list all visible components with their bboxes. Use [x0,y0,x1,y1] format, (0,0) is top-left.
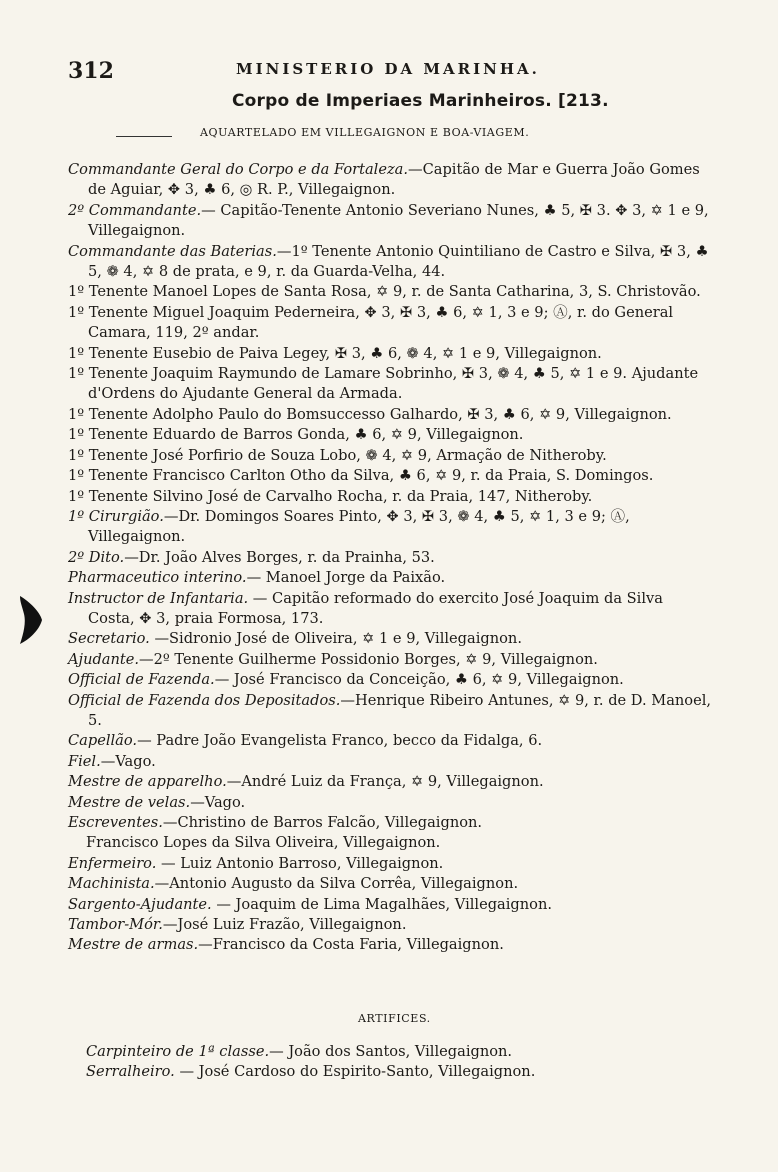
entry-role: Instructor de Infantaria. [68,589,249,607]
entry-text: — Manoel Jorge da Paixão. [246,569,446,587]
entry-item [86,1042,714,1062]
entry-item [68,895,713,915]
entry-item [68,629,713,649]
entry-text: —Capitão de Mar e Guerra João Gomes de Aguiar, ✥ 3, ♣ 6, ◎ R. P., Villegaignon. [88,161,700,199]
entry-role: Sargento-Ajudante. [68,895,212,913]
entry-role: Mestre de armas. [68,936,199,954]
entry-item [68,201,713,242]
entry-item [68,282,713,302]
entry-item [68,405,713,425]
entry-item [68,242,713,283]
entry-role: 2º Commandante. [68,201,202,219]
entry-role: Commandante Geral do Corpo e da Fortaleza. [68,161,408,178]
entry-item [68,772,713,792]
entry-text: —André Luiz da França, ✡ 9, Villegaignon. [226,773,544,791]
entry-item [68,854,713,874]
entry-role: Ajudante. [68,650,140,668]
entry-item [68,915,713,935]
entry-item [68,568,713,588]
entry-role: Mestre de velas. [68,793,191,811]
entry-item [68,793,713,813]
entry-text: —Francisco da Costa Faria, Villegaignon. [198,936,504,954]
entry-role: Pharmaceutico interino. [68,569,247,587]
subtitle: AQUARTELADO EM VILLEGAIGNON E BOA-VIAGEM. [200,126,530,139]
entry-text: 1º Tenente Joaquim Raymundo de Lamare Sobrinho, ✠ 3, ❁ 4, ♣ 5, ✡ 1 e 9. Ajudante d'Ordens do Ajudante General da Armada. [68,365,699,403]
entry-text: — Capitão-Tenente Antonio Severiano Nunes, ♣ 5, ✠ 3. ✥ 3, ✡ 1 e 9, Villegaignon. [88,201,709,240]
entry-text: 1º Tenente Eusebio de Paiva Legey, ✠ 3, ♣ 6, ❁ 4, ✡ 1 e 9, Villegaignon. [68,344,602,362]
entry-text: —Vago. [100,752,156,770]
entry-item [68,650,713,670]
entry-role: Machinista. [68,875,155,893]
entry-text: 1º Tenente Eduardo de Barros Gonda, ♣ 6, ✡ 9, Villegaignon. [68,426,524,444]
entry-role: Fiel. [68,752,101,770]
entry-role: Escreventes. [68,814,163,831]
entry-text: 1º Tenente Miguel Joaquim Pederneira, ✥ 3, ✠ 3, ♣ 6, ✡ 1, 3 e 9; Ⓐ, r. do General Camara, 119, 2º andar. [68,303,674,342]
entry-role: Mestre de apparelho. [68,773,227,791]
entry-role: Carpinteiro de 1ª classe. [86,1043,270,1060]
margin-ink-blot-icon [18,592,44,648]
entry-item [68,833,713,853]
entry-text: —Antonio Augusto da Silva Corrêa, Villegaignon. [154,875,519,893]
entry-item [68,344,713,364]
entry-role: Official de Fazenda dos Depositados. [68,691,341,709]
entry-item [68,507,713,548]
entry-text: 1º Tenente Silvino José de Carvalho Rocha, r. da Praia, 147, Nitheroby. [68,487,593,505]
entry-item [68,731,713,751]
entry-text: — Luiz Antonio Barroso, Villegaignon. [156,854,444,872]
entry-role: Serralheiro. [86,1063,175,1081]
entry-text: — João dos Santos, Villegaignon. [269,1043,513,1060]
entry-text: 1º Tenente José Porfirio de Souza Lobo, ❁ 4, ✡ 9, Armação de Nitheroby. [68,446,607,464]
entry-text: —1º Tenente Antonio Quintiliano de Castro e Silva, ✠ 3, ♣ 5, ❁ 4, ✡ 8 de prata, e 9, r. da Guarda-Velha, 44. [88,242,709,281]
entry-text: — Capitão reformado do exercito José Joaquim da Silva Costa, ✥ 3, praia Formosa, 173. [88,589,663,627]
entry-text: —Christino de Barros Falcão, Villegaignon. [162,814,483,831]
artifices-title: ARTIFICES. [358,1012,431,1025]
entry-item [68,446,713,466]
entries-list [68,160,713,956]
entry-role: Official de Fazenda. [68,671,215,689]
entry-item [68,670,713,690]
horizontal-rule [116,136,172,137]
entry-item [68,160,713,201]
entry-item [68,813,713,833]
entry-role: Secretario. [68,630,150,648]
section-title: Corpo de Imperiaes Marinheiros. [213. [232,91,609,111]
entry-role: Enfermeiro. [68,854,157,872]
entry-item [68,874,713,894]
entry-role: Tambor-Mór. [68,916,163,934]
entry-text: —2º Tenente Guilherme Possidonio Borges, ✡ 9, Villegaignon. [139,650,598,668]
artifices-list [86,1042,714,1083]
entry-text: 1º Tenente Manoel Lopes de Santa Rosa, ✡ 9, r. de Santa Catharina, 3, S. Christovão. [68,283,701,301]
entry-item [86,1062,714,1082]
entry-item [68,364,713,405]
entry-text: —Dr. João Alves Borges, r. da Prainha, 53. [124,548,435,566]
entry-text: — Joaquim de Lima Magalhães, Villegaignon. [211,895,552,913]
entry-role: Capellão. [68,732,138,750]
entry-item [68,752,713,772]
entry-item [68,548,713,568]
entry-item [68,425,713,445]
entry-text: 1º Tenente Francisco Carlton Otho da Silva, ♣ 6, ✡ 9, r. da Praia, S. Domingos. [68,467,654,485]
entry-item [68,466,713,486]
entry-text: —Henrique Ribeiro Antunes, ✡ 9, r. de D. Manoel, 5. [88,691,712,729]
entry-text: 1º Tenente Adolpho Paulo do Bomsuccesso Galhardo, ✠ 3, ♣ 6, ✡ 9, Villegaignon. [68,405,672,423]
entry-item [68,487,713,507]
entry-role: 2º Dito. [68,548,125,566]
entry-text: — José Cardoso do Espirito-Santo, Villegaignon. [174,1063,536,1081]
page-header [56,58,718,86]
entry-text: —José Luiz Frazão, Villegaignon. [162,916,407,934]
entry-text: —Vago. [190,793,246,811]
entry-role: 1º Cirurgião. [68,507,164,525]
entry-role: Commandante das Baterias. [68,242,277,260]
entry-text: —Sidronio José de Oliveira, ✡ 1 e 9, Villegaignon. [149,630,522,648]
entry-text: — Padre João Evangelista Franco, becco da Fidalga, 6. [137,732,543,750]
running-head: MINISTERIO DA MARINHA. [236,60,540,78]
entry-item [68,935,713,955]
entry-item [68,303,713,344]
entry-text: —Dr. Domingos Soares Pinto, ✥ 3, ✠ 3, ❁ 4, ♣ 5, ✡ 1, 3 e 9; Ⓐ, Villegaignon. [88,507,630,546]
entry-item [68,589,713,630]
entry-text: Francisco Lopes da Silva Oliveira, Villegaignon. [86,834,441,852]
entry-item [68,691,713,732]
page-number: 312 [68,58,114,84]
entry-text: — José Francisco da Conceição, ♣ 6, ✡ 9, Villegaignon. [214,671,624,689]
